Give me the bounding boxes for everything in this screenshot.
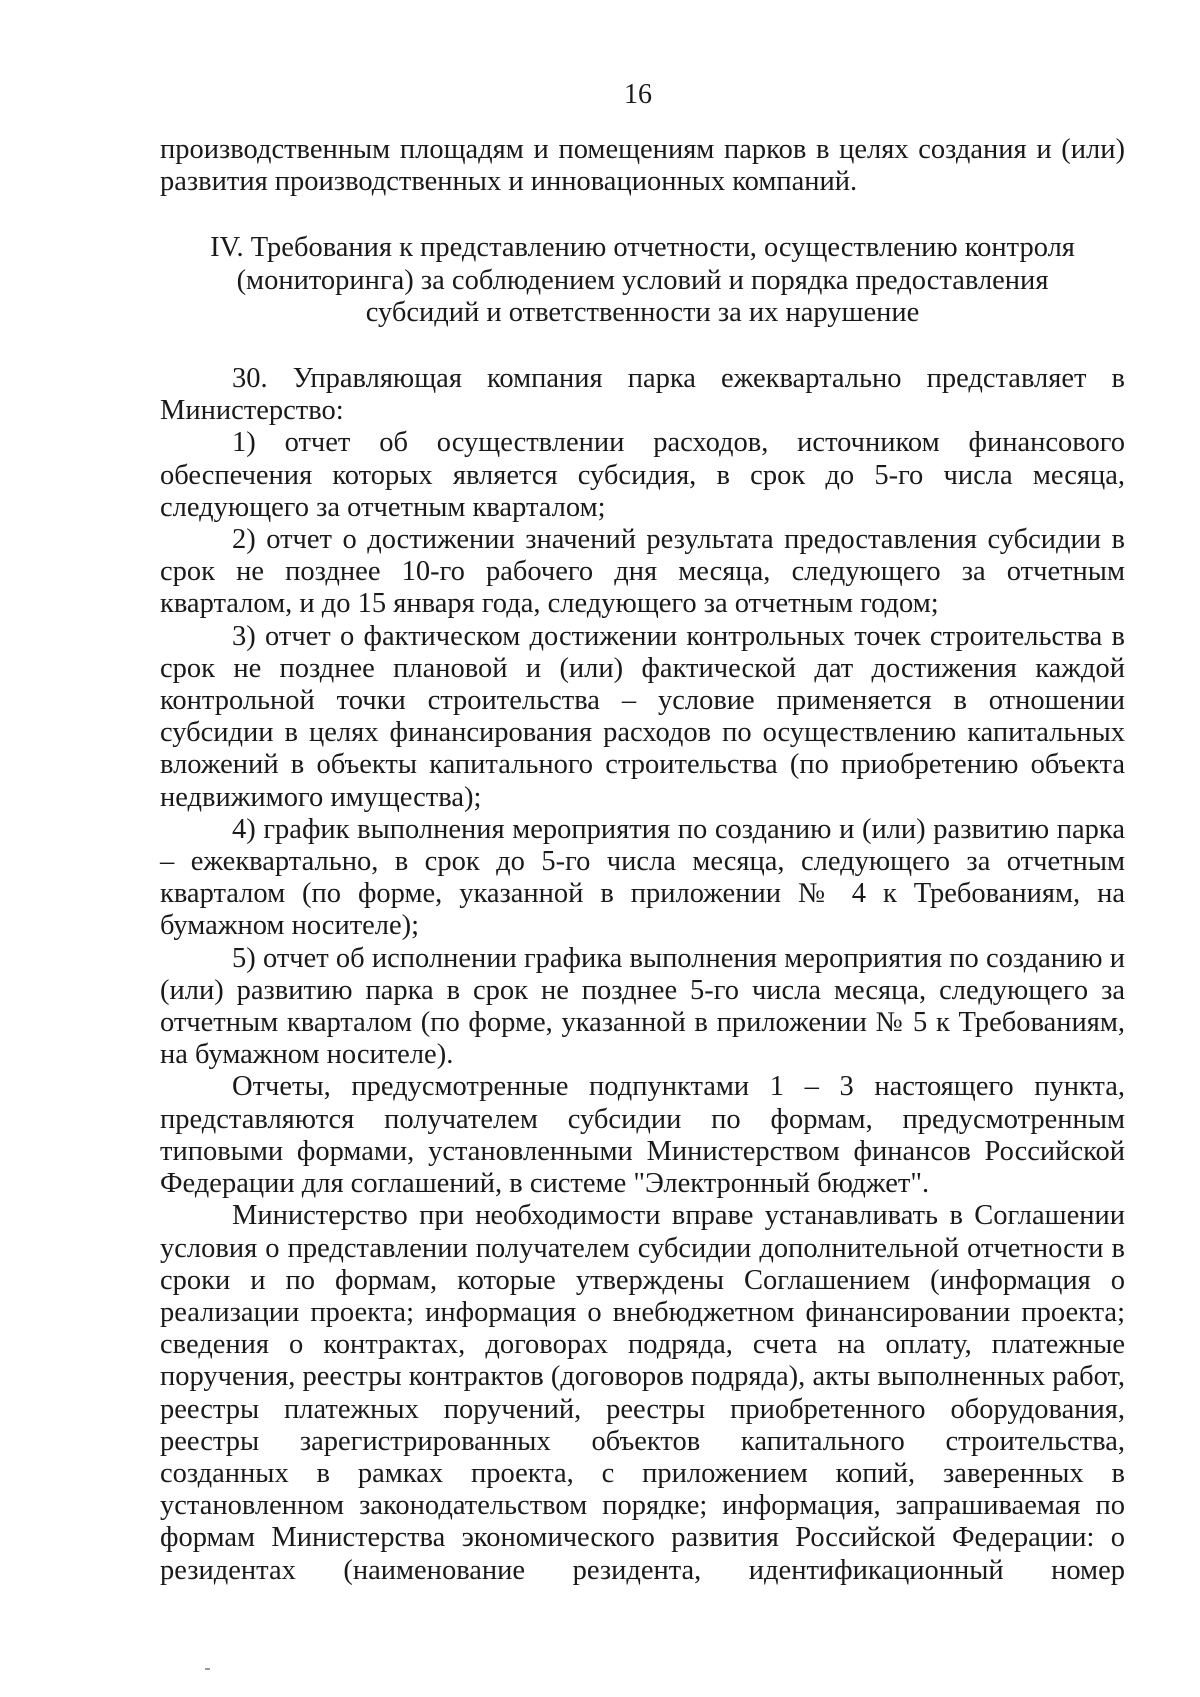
list-item-1: 1) отчет об осуществлении расходов, источником финансового обеспечения которых является субсидия, в срок до 5-го числа месяца, следующего за отчетным кварталом; bbox=[160, 427, 1125, 523]
section-heading-line-2: (мониторинга) за соблюдением условий и порядка предоставления bbox=[236, 264, 1049, 296]
section-heading bbox=[160, 232, 1125, 329]
section-heading-line-1: IV. Требования к представлению отчетности, осуществлению контроля bbox=[210, 232, 1075, 264]
reports-paragraph: Отчеты, предусмотренные подпунктами 1 – 3 настоящего пункта, представляются получателем субсидии по формам, предусмотренным типовыми формами, установленными Министерством финансов Российской Федерации для соглашений, в системе "Электронный бюджет". bbox=[160, 1071, 1125, 1200]
intro-paragraph: производственным площадям и помещениям парков в целях создания и (или) развития производственных и инновационных компаний. bbox=[160, 134, 1125, 198]
list-item-3: 3) отчет о фактическом достижении контрольных точек строительства в срок не позднее плановой и (или) фактической дат достижения каждой контрольной точки строительства – условие применяется в отношении субсидии в целях финансирования расходов по осуществлению капитальных вложений в объекты капитального строительства (по приобретению объекта недвижимого имущества); bbox=[160, 620, 1125, 813]
list-item-2: 2) отчет о достижении значений результата предоставления субсидии в срок не позднее 10-го рабочего дня месяца, следующего за отчетным кварталом, и до 15 января года, следующего за отчетным годом; bbox=[160, 524, 1125, 620]
paragraph-30: 30. Управляющая компания парка ежеквартально представляет в Министерство: bbox=[160, 363, 1125, 427]
section-heading-line-3: субсидий и ответственности за их нарушение bbox=[365, 296, 920, 328]
ministry-paragraph: Министерство при необходимости вправе устанавливать в Соглашении условия о представлении получателем субсидии дополнительной отчетности в сроки и по формам, которые утверждены Соглашением (информация о реализации проекта; информация о внебюджетном финансировании проекта; сведения о контрактах, договорах подряда, счета на оплату, платежные поручения, реестры контрактов (договоров подряда), акты выполненных работ, реестры платежных поручений, реестры приобретенного оборудования, реестры зарегистрированных объектов капитального строительства, созданных в рамках проекта, с приложением копий, заверенных в установленном законодательством порядке; информация, запрашиваемая по формам Министерства экономического развития Российской Федерации: о резидентах (наименование резидента, идентификационный номер bbox=[160, 1200, 1125, 1586]
page-number: 16 bbox=[624, 79, 652, 110]
list-item-5: 5) отчет об исполнении графика выполнения мероприятия по созданию и (или) развитию парка в срок не позднее 5-го числа месяца, следующего за отчетным кварталом (по форме, указанной в приложении № 5 к Требованиям, на бумажном носителе). bbox=[160, 942, 1125, 1071]
document-body bbox=[160, 134, 1125, 1587]
scan-mark bbox=[205, 1668, 210, 1670]
list-item-4: 4) график выполнения мероприятия по созданию и (или) развитию парка – ежеквартально, в срок до 5-го числа месяца, следующего за отчетным кварталом (по форме, указанной в приложении № 4 к Требованиям, на бумажном носителе); bbox=[160, 813, 1125, 942]
